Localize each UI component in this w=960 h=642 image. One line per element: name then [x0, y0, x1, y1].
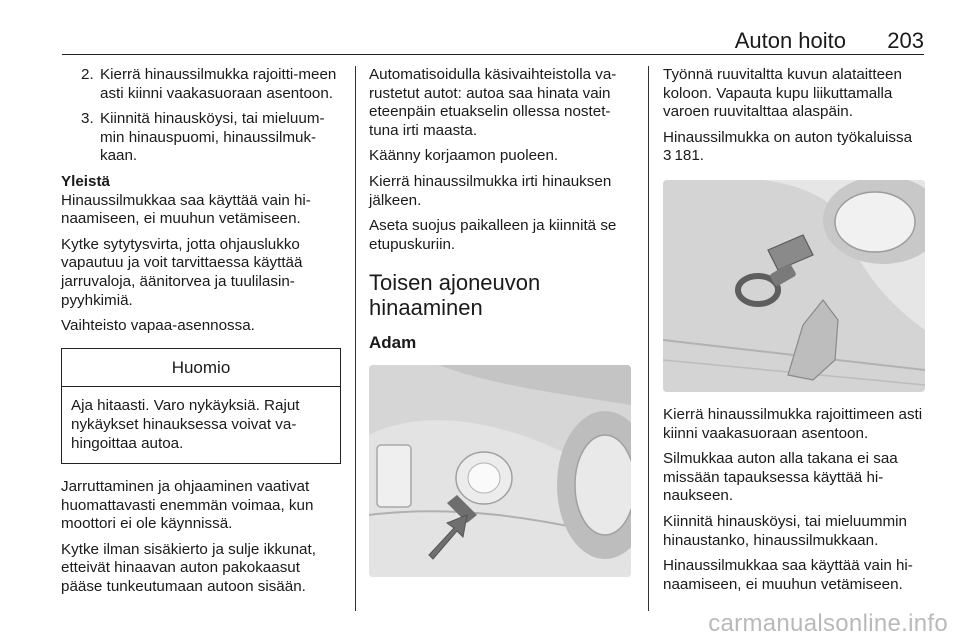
paragraph: Käänny korjaamon puoleen.	[369, 147, 559, 165]
car-rear-illustration	[369, 365, 631, 577]
step-text: Kierrä hinaussilmukka rajoitti-meen asti kiinni vaakasuoraan asentoon.	[100, 66, 337, 102]
column-divider	[355, 66, 356, 611]
notice-box	[61, 348, 341, 464]
steps-list	[61, 66, 341, 166]
paragraph: Hinaussilmukkaa saa käyttää vain hi-naamiseen, ei muuhun vetämiseen.	[663, 557, 913, 593]
paragraph: Automatisoidulla käsivaihteistolla va-rustetut autot: autoa saa hinata vain eteenpäin etuakselin ollessa nostet-tuna irti maasta.	[369, 66, 617, 139]
column-middle	[369, 66, 633, 577]
paragraph: Kytke ilman sisäkierto ja sulje ikkunat, etteivät hinaavan auton pakokaasut pääse tunkeutumaan autoon sisään.	[61, 540, 316, 596]
step-number: 3.	[81, 110, 94, 128]
paragraph: Kiinnitä hinausköysi, tai mieluummin hinaustanko, hinaussilmukkaan.	[663, 512, 907, 549]
page-reference-arrow-icon: 3	[663, 147, 672, 165]
page-reference-number: 181.	[674, 147, 705, 165]
paragraph: Hinaussilmukkaa saa käyttää vain hi-naamiseen, ei muuhun vetämiseen.	[61, 191, 311, 228]
column-left	[61, 66, 341, 604]
page-header	[62, 28, 924, 55]
paragraph: Jarruttaminen ja ohjaaminen vaativat huomattavasti enemmän voimaa, kun moottori ei ole käynnissä.	[61, 478, 314, 533]
paragraph-text: Hinaussilmukka on auton työkaluissa	[663, 128, 913, 146]
paragraph: Kierrä hinaussilmukka rajoittimeen asti kiinni vaakasuoraan asentoon.	[663, 405, 923, 442]
chapter-title: Auton hoito	[734, 28, 846, 53]
subheading-general: Yleistä	[61, 172, 110, 190]
tow-eye-illustration	[663, 180, 925, 392]
list-item	[61, 66, 341, 103]
paragraph: Vaihteisto vapaa-asennossa.	[61, 317, 255, 335]
figure-tow-eye	[663, 180, 925, 392]
page-number: 203	[887, 28, 924, 53]
paragraph: Aseta suojus paikalleen ja kiinnitä se etupuskuriin.	[369, 217, 617, 253]
notice-body: Aja hitaasti. Varo nykäyksiä. Rajut nykäykset hinauksessa voivat va-hingoittaa autoa.	[71, 397, 300, 452]
paragraph: Silmukkaa auton alla takana ei saa missään tapauksessa käyttää hi-naukseen.	[663, 450, 898, 505]
paragraph	[663, 129, 928, 166]
paragraph: Kytke sytytysvirta, jotta ohjauslukko vapautuu ja voit tarvittaessa käyttää jarruvaloja, äänitorvea ja tuulilasin-pyyhkimiä.	[61, 235, 303, 309]
step-number: 2.	[81, 66, 94, 83]
column-divider	[648, 66, 649, 611]
list-item	[61, 110, 341, 166]
step-text: Kiinnitä hinausköysi, tai mieluum-min hinauspuomi, hinaussilmuk-kaan.	[100, 110, 325, 165]
watermark: carmanualsonline.info	[708, 610, 948, 637]
notice-title: Huomio	[62, 349, 340, 388]
section-title: Toisen ajoneuvon hinaaminen	[369, 270, 541, 321]
paragraph: Työnnä ruuvitaltta kuvun alataitteen koloon. Vapauta kupu liikuttamalla varoen ruuvitalttaa alaspäin.	[663, 66, 902, 121]
figure-car-rear	[369, 365, 631, 577]
paragraph: Kierrä hinaussilmukka irti hinauksen jälkeen.	[369, 172, 612, 209]
column-right	[663, 66, 928, 601]
subsection-title: Adam	[369, 333, 417, 353]
